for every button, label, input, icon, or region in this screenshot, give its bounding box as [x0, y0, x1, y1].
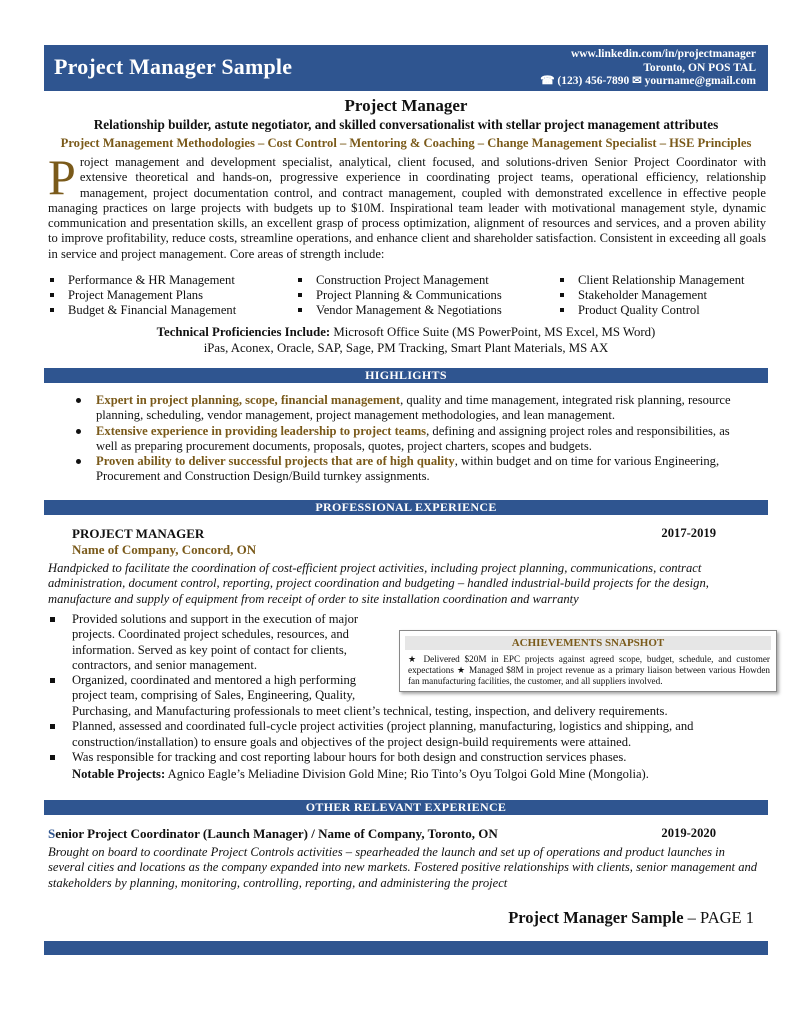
- skills-column-3: [560, 273, 745, 318]
- highlight-item: Proven ability to deliver successful projects that are of high quality, within budget and on time for various Engineering, Procurement and Construction Design/Build turnkey assignments.: [72, 454, 744, 485]
- skill-item: Product Quality Control: [560, 303, 745, 318]
- methodologies-line: Project Management Methodologies – Cost Control – Mentoring & Coaching – Change Management Specialist – HSE Principles: [60, 136, 752, 150]
- job-bullets-full: [48, 704, 764, 782]
- dropcap-letter: P: [48, 149, 76, 205]
- job-company: Name of Company, Concord, ON: [72, 542, 257, 557]
- other-experience-heading: OTHER RELEVANT EXPERIENCE: [44, 800, 768, 815]
- phone-text: ☎ (123) 456-7890: [540, 75, 630, 87]
- footer-bar: [44, 941, 768, 955]
- skill-item: Construction Project Management: [298, 273, 502, 288]
- other-job-title: Senior Project Coordinator (Launch Manager) / Name of Company, Toronto, ON: [48, 826, 498, 841]
- summary-text: roject management and development specialist, analytical, client focused, and solutions-driven Senior Project Coordinator with extensive theoretical and hands-on, progressive experience in coordinating project teams, operational efficiency, relationship management, project documentation control, and contract management, coupled with demonstrated excellence in effective people managing practices on large projects with budgets up to $10M. Inspirational team leader with motivational management style, dynamic communication and presentation skills, an excellent grasp of process optimization, alignment of resources and services, and a proven ability to improve profitability, reduce costs, streamline operations, and enhance client and shareholder satisfaction. Consistent in exceeding all goals in service and project management. Core areas of strength include:: [48, 155, 766, 261]
- skill-item: Stakeholder Management: [560, 288, 745, 303]
- contact-block: [540, 48, 756, 89]
- job-dates: 2017-2019: [661, 526, 716, 540]
- job-bullet: Planned, assessed and coordinated full-cycle project activities (project planning, manufacturing, logistics and shipping, and construction/installation) to ensure goals and objectives of the project design-build requirements were attained.: [48, 719, 764, 750]
- footer-page-number: – PAGE 1: [683, 908, 754, 927]
- role-heading: Project Manager: [344, 96, 468, 115]
- skill-item: Vendor Management & Negotiations: [298, 303, 502, 318]
- job-title: PROJECT MANAGER: [72, 526, 205, 541]
- notable-projects: [48, 767, 764, 782]
- core-skills: [50, 273, 762, 321]
- job-intro: Handpicked to facilitate the coordination of cost-efficient project activities, including project planning, communications, contract administration, document control, reporting, project coordination and budgeting – handled industrial-build projects for the design, manufacture and supply of equipment from receipt of order to site installation coordination and warranty: [48, 561, 709, 606]
- technical-label: Technical Proficiencies Include:: [156, 325, 331, 339]
- location-text: Toronto, ON POS TAL: [643, 61, 756, 74]
- highlight-item: Extensive experience in providing leadership to project teams, defining and assigning project roles and responsibilities, as well as preparing procurement documents, proposals, quotes, project charters, scopes and budgets.: [72, 424, 744, 455]
- job-bullet-continuation: Purchasing, and Manufacturing professionals to meet client’s technical, testing, inspection, and delivery requirements.: [72, 704, 668, 718]
- skills-column-1: [50, 273, 236, 318]
- skill-item: Project Management Plans: [50, 288, 236, 303]
- linkedin-link[interactable]: www.linkedin.com/in/projectmanager: [570, 48, 756, 60]
- header-banner: [44, 45, 768, 91]
- footer-page-label: [508, 908, 754, 928]
- job-bullet: Was responsible for tracking and cost reporting labour hours for both design and construction services phases.: [48, 750, 764, 765]
- snapshot-text: ★ Delivered $20M in EPC projects against agreed scope, budget, schedule, and customer expectations ★ Managed $8M in project revenue as a primary liaison between various Howden fan manufacturing facilities, the customer, and all suppliers involved.: [408, 654, 770, 686]
- snapshot-heading: ACHIEVEMENTS SNAPSHOT: [405, 636, 771, 650]
- skill-item: Project Planning & Communications: [298, 288, 502, 303]
- job-bullet: Provided solutions and support in the execution of major projects. Coordinated project schedules, resources, and information. Served as key point of contact for clients, contractors, and senior management.: [48, 612, 388, 673]
- summary-paragraph: [48, 149, 766, 262]
- other-job-dates: 2019-2020: [661, 826, 716, 840]
- skill-item: Performance & HR Management: [50, 273, 236, 288]
- job-bullets-left: [48, 612, 388, 704]
- technical-line-1: Microsoft Office Suite (MS PowerPoint, MS Excel, MS Word): [330, 325, 656, 339]
- highlights-heading: HIGHLIGHTS: [44, 368, 768, 383]
- other-job-intro: Brought on board to coordinate Project Controls activities – spearheaded the launch and set up of operations and product launches in several cities and locations as the company expanded into new markets. Fostered positive relationships with clients, senior management and stakeholders by planning, monitoring, controlling, reporting, and administering the project: [48, 845, 758, 890]
- notable-label: Notable Projects:: [72, 767, 166, 782]
- skill-item: Client Relationship Management: [560, 273, 745, 288]
- footer-title: Project Manager Sample: [508, 908, 684, 927]
- resume-title: Project Manager Sample: [54, 54, 293, 79]
- achievements-snapshot: [399, 630, 777, 692]
- skills-column-2: [298, 273, 502, 318]
- highlight-item: Expert in project planning, scope, financial management, quality and time management, integrated risk planning, resource planning, scheduling, vendor management, project management methodologies, and lean management.: [72, 393, 744, 424]
- skill-item: Budget & Financial Management: [50, 303, 236, 318]
- tagline: Relationship builder, astute negotiator, and skilled conversationalist with stellar project management attributes: [93, 117, 719, 132]
- highlights-list: [72, 393, 744, 485]
- email-link[interactable]: ✉ yourname@gmail.com: [632, 75, 756, 87]
- technical-line-2: iPas, Aconex, Oracle, SAP, Sage, PM Tracking, Smart Plant Materials, MS AX: [203, 341, 609, 355]
- phone-email-line: [540, 75, 756, 89]
- notable-text: Agnico Eagle’s Meliadine Division Gold Mine; Rio Tinto’s Oyu Tolgoi Gold Mine (Mongolia).: [165, 767, 649, 782]
- experience-heading: PROFESSIONAL EXPERIENCE: [44, 500, 768, 515]
- technical-proficiencies: [44, 324, 768, 356]
- job-bullet: Organized, coordinated and mentored a high performing project team, comprising of Sales, Engineering, Quality,: [48, 673, 388, 704]
